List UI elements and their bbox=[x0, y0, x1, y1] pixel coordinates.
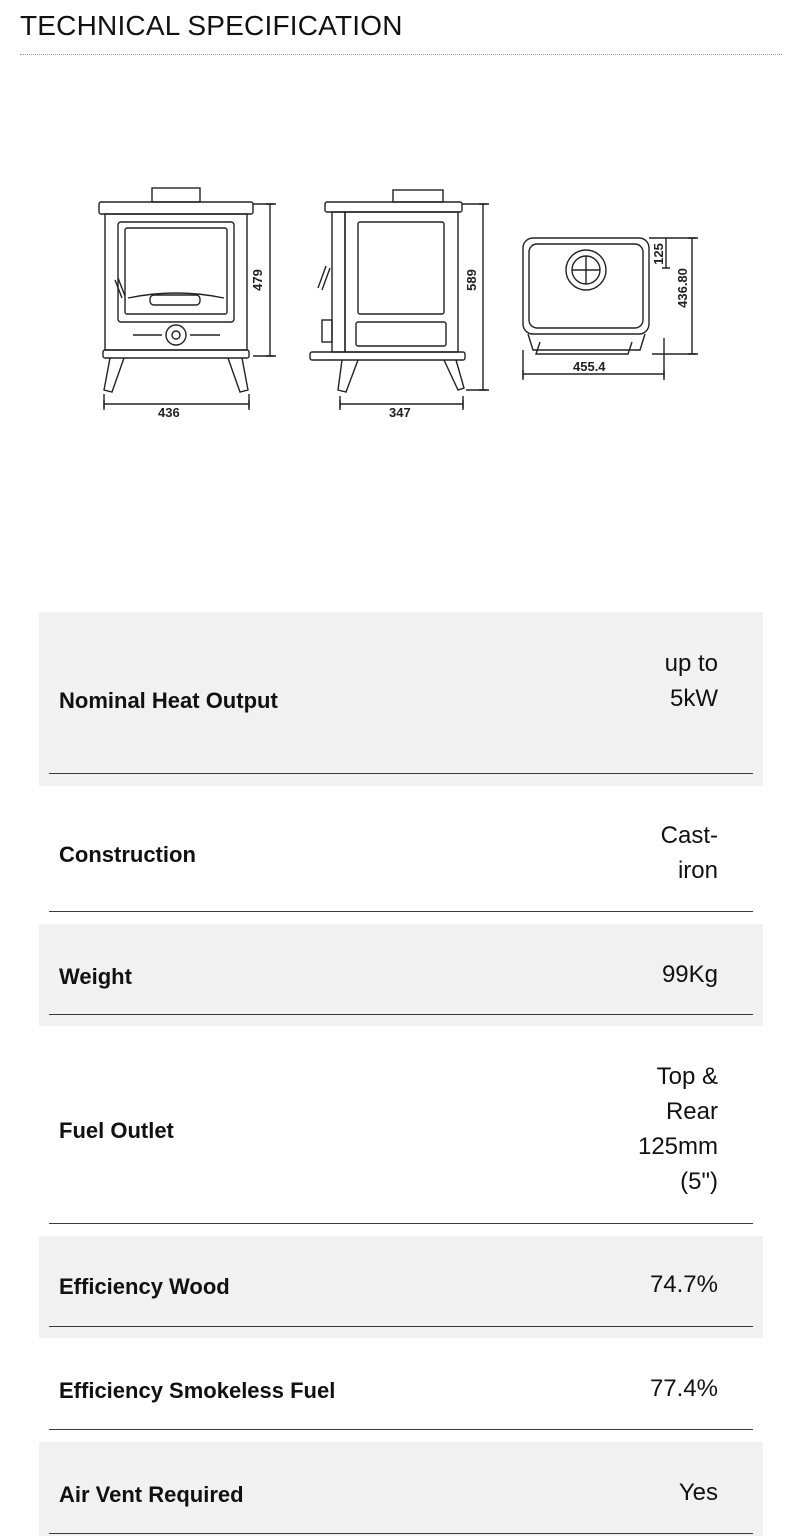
row-divider bbox=[49, 1533, 753, 1534]
row-divider bbox=[49, 1223, 753, 1224]
row-divider bbox=[49, 911, 753, 912]
row-divider bbox=[49, 1429, 753, 1430]
spec-row-air-vent-required bbox=[39, 1442, 763, 1536]
spec-label: Nominal Heat Output bbox=[59, 688, 278, 713]
front-height-label: 479 bbox=[250, 269, 265, 291]
row-divider bbox=[49, 1326, 753, 1327]
flue-size-label: 125 bbox=[651, 243, 666, 265]
spec-row-weight bbox=[39, 924, 763, 1026]
front-view-drawing bbox=[99, 188, 276, 410]
title-divider bbox=[20, 54, 782, 55]
front-width-label: 436 bbox=[158, 405, 180, 420]
spec-row-nominal-heat-output bbox=[39, 612, 763, 786]
spec-row-fuel-outlet bbox=[39, 1026, 763, 1236]
spec-value: 99Kg bbox=[661, 961, 718, 988]
spec-label: Efficiency Wood bbox=[59, 1274, 230, 1299]
spec-row-construction bbox=[39, 786, 763, 924]
page-title: TECHNICAL SPECIFICATION bbox=[20, 10, 403, 41]
spec-value: Cast-iron bbox=[660, 822, 718, 884]
spec-label: Air Vent Required bbox=[59, 1482, 244, 1507]
spec-label: Construction bbox=[59, 842, 196, 867]
spec-value: 74.7% bbox=[649, 1271, 718, 1298]
spec-row-efficiency-smokeless-fuel bbox=[39, 1338, 763, 1442]
row-divider bbox=[49, 773, 753, 774]
side-view-drawing bbox=[310, 190, 489, 410]
spec-label: Weight bbox=[59, 964, 132, 989]
side-depth-label: 347 bbox=[389, 405, 411, 420]
side-height-label: 589 bbox=[464, 269, 479, 291]
spec-value: up to 5kW bbox=[664, 650, 718, 712]
spec-label: Fuel Outlet bbox=[59, 1118, 174, 1143]
spec-value: Top & Rear 125mm (5") bbox=[637, 1063, 718, 1195]
top-depth-label: 436.80 bbox=[675, 268, 690, 308]
spec-label: Efficiency Smokeless Fuel bbox=[59, 1378, 336, 1403]
top-view-drawing bbox=[523, 238, 698, 380]
top-width-label: 455.4 bbox=[573, 359, 606, 374]
spec-row-efficiency-wood bbox=[39, 1236, 763, 1338]
row-divider bbox=[49, 1014, 753, 1015]
spec-value: Yes bbox=[678, 1479, 718, 1506]
stove-dimension-drawing bbox=[0, 170, 802, 500]
spec-value: 77.4% bbox=[649, 1375, 718, 1402]
